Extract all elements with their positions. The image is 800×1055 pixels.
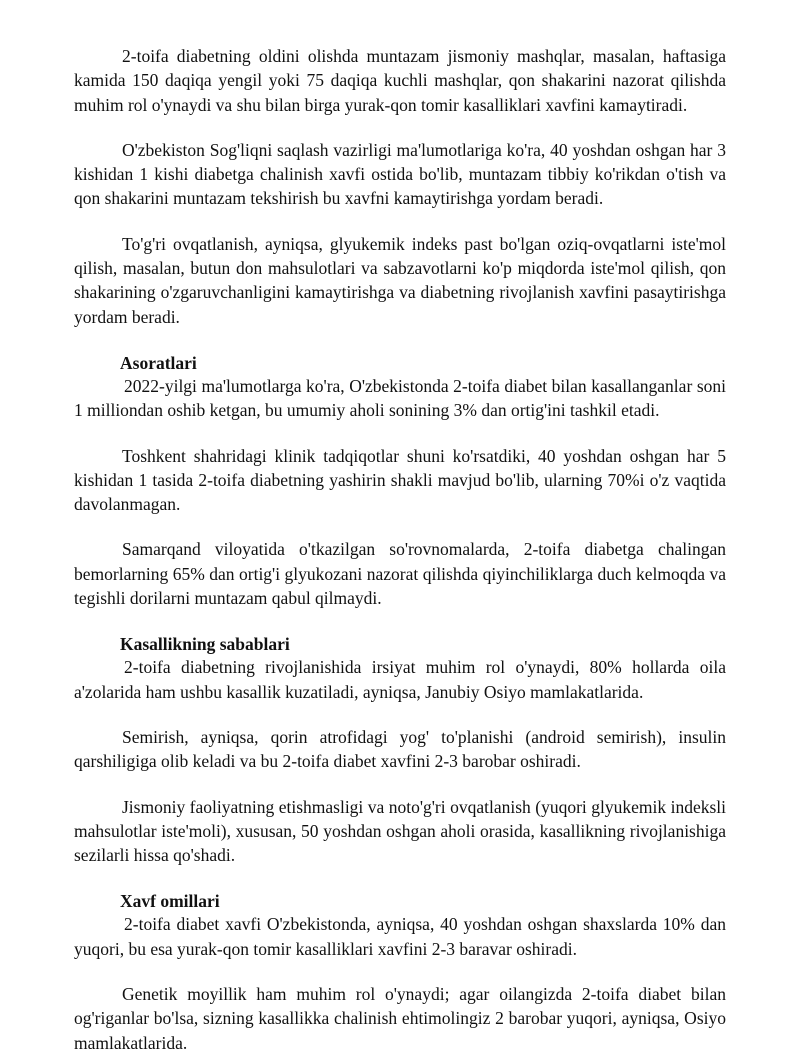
paragraph: 2022-yilgi ma'lumotlarga ko'ra, O'zbekistonda 2-toifa diabet bilan kasallanganlar soni 1 milliondan oshib ketgan, bu umumiy aholi sonining 3% dan ortig'ini tashkil etadi. <box>74 375 726 421</box>
section-heading-xavf-omillari: Xavf omillari <box>120 891 220 912</box>
paragraph: Semirish, ayniqsa, qorin atrofidagi yog' to'planishi (android semirish), insulin qarshiligiga olib keladi va bu 2-toifa diabet xavfini 2-3 barobar oshiradi. <box>74 726 726 772</box>
paragraph: O'zbekiston Sog'liqni saqlash vazirligi ma'lumotlariga ko'ra, 40 yoshdan oshgan har 3 kishidan 1 kishi diabetga chalinish xavfi ostida bo'lib, muntazam tibbiy ko'rikdan o'tish va qon shakarini muntazam tekshirish bu xavfni kamaytirishga yordam beradi. <box>74 139 726 209</box>
section-heading-asoratlari: Asoratlari <box>120 352 197 373</box>
paragraph: Toshkent shahridagi klinik tadqiqotlar shuni ko'rsatdiki, 40 yoshdan oshgan har 5 kishidan 1 tasida 2-toifa diabetning yashirin shakli mavjud bo'lib, ularning 70%i o'z vaqtida davolanmagan. <box>74 445 726 515</box>
paragraph: 2-toifa diabetning oldini olishda muntazam jismoniy mashqlar, masalan, haftasiga kamida 150 daqiqa yengil yoki 75 daqiqa kuchli mashqlar, qon shakarini nazorat qilishda muhim rol o'ynaydi va shu bilan birga yurak-qon tomir kasalliklari xavfini kamaytiradi. <box>74 46 726 115</box>
paragraph: 2-toifa diabetning rivojlanishida irsiyat muhim rol o'ynaydi, 80% hollarda oila a'zolarida ham ushbu kasallik kuzatiladi, ayniqsa, Janubiy Osiyo mamlakatlarida. <box>74 657 726 702</box>
paragraph: Samarqand viloyatida o'tkazilgan so'rovnomalarda, 2-toifa diabetga chalingan bemorlarning 65% dan ortig'i glyukozani nazorat qilishda qiyinchiliklarga duch kelmoqda va tegishli dorilarni muntazam qabul qilmaydi. <box>74 539 726 609</box>
paragraph: 2-toifa diabet xavfi O'zbekistonda, ayniqsa, 40 yoshdan oshgan shaxslarda 10% dan yuqori, bu esa yurak-qon tomir kasalliklari xavfini 2-3 baravar oshiradi. <box>74 914 726 959</box>
paragraph: Jismoniy faoliyatning etishmasligi va noto'g'ri ovqatlanish (yuqori glyukemik indeksli mahsulotlar iste'moli), xususan, 50 yoshdan oshgan aholi orasida, kasallikning rivojlanishiga sezilarli hissa qo'shadi. <box>74 796 726 866</box>
section-heading-kasallikning-sabablari: Kasallikning sabablari <box>120 634 290 655</box>
paragraph: To'g'ri ovqatlanish, ayniqsa, glyukemik indeks past bo'lgan oziq-ovqatlarni iste'mol qilish, masalan, butun don mahsulotlari va sabzavotlarni ko'p miqdorda iste'mol qilish, qon shakarining o'zgaruvchanligini kamaytirishga va diabetning rivojlanish xavfini pasaytirishga yordam beradi. <box>74 233 726 327</box>
paragraph: Genetik moyillik ham muhim rol o'ynaydi; agar oilangizda 2-toifa diabet bilan og'riganlar bo'lsa, sizning kasallikka chalinish ehtimolingiz 2 barobar yuqori, ayniqsa, Osiyo mamlakatlarida. <box>74 984 726 1053</box>
